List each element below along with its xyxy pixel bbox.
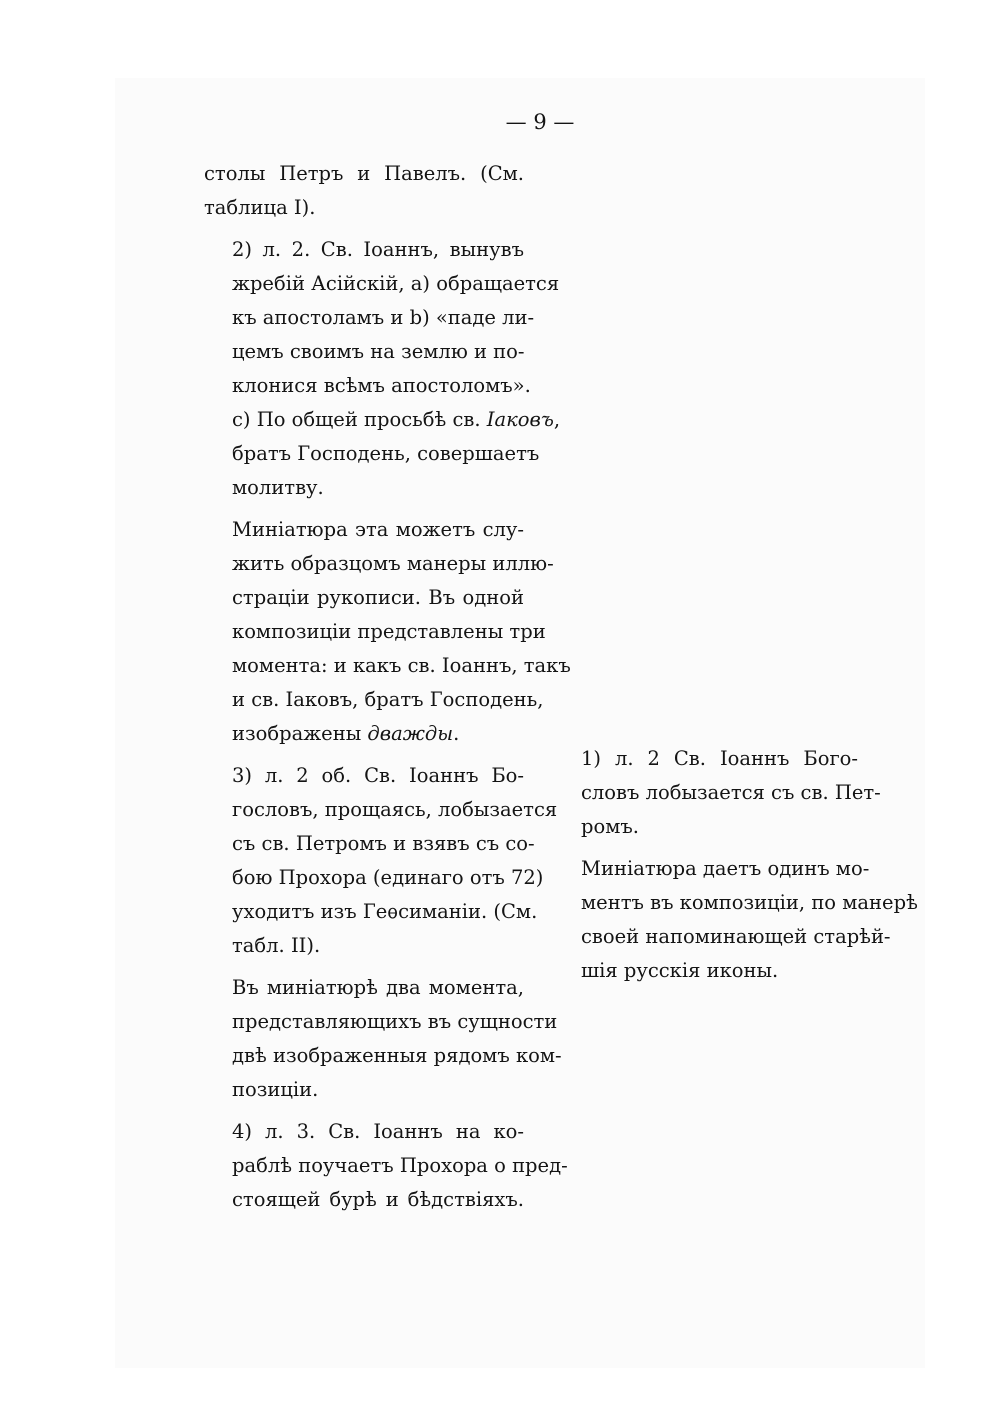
text-line: Въ миніатюрѣ два момента, (232, 976, 524, 999)
text-line: молитву. (232, 476, 324, 499)
text-run: . (453, 722, 460, 745)
text-line: страціи рукописи. Въ одной (232, 586, 524, 609)
text-line: ромъ. (581, 815, 639, 838)
text-line: бою Прохора (единаго отъ 72) (232, 866, 544, 889)
paragraph-commentary-2 (204, 971, 562, 1107)
text-line: представляющихъ въ сущности (232, 1010, 558, 1033)
text-line (204, 717, 524, 751)
text-line: къ апостоламъ и b) «паде ли- (232, 306, 535, 329)
text-line: ментъ въ композиціи, по манерѣ (581, 891, 918, 914)
left-column (204, 157, 571, 1225)
text-line: Миніатюра эта можетъ слу- (232, 518, 524, 541)
text-run: с) По общей просьбѣ св. (232, 408, 487, 431)
text-run: изображены (232, 722, 368, 745)
text-line: 3) л. 2 об. Св. Іоаннъ Бо- (232, 764, 524, 787)
text-line: двѣ изображенныя рядомъ ком- (232, 1044, 562, 1067)
text-line: момента: и какъ св. Іоаннъ, такъ (232, 654, 571, 677)
italic-word: дважды (367, 722, 454, 745)
text-line: раблѣ поучаетъ Прохора о пред- (232, 1154, 568, 1177)
text-line: клонися всѣмъ апостоломъ». (232, 374, 531, 397)
text-line: жить образцомъ манеры иллю- (232, 552, 554, 575)
text-line: и св. Іаковъ, братъ Господень, (232, 688, 544, 711)
paragraph (204, 157, 524, 225)
text-line (204, 403, 561, 437)
text-line: 4) л. 3. Св. Іоаннъ на ко- (232, 1120, 524, 1143)
text-line: шія русскія иконы. (581, 959, 779, 982)
page-number: — 9 — (505, 110, 575, 134)
paragraph-commentary (553, 852, 918, 988)
text-line: Миніатюра даетъ одинъ мо- (581, 857, 870, 880)
text-line: братъ Господень, совершаетъ (232, 442, 540, 465)
paragraph-item-4 (204, 1115, 568, 1217)
text-line: композиціи представлены три (232, 620, 546, 643)
paragraph-item-3 (204, 759, 558, 963)
text-line: уходитъ изъ Геѳсиманіи. (См. (232, 900, 538, 923)
text-line: жребій Асійскій, а) обращается (232, 272, 560, 295)
text-run: , (553, 408, 561, 431)
paragraph-commentary-1 (204, 513, 571, 751)
right-column (553, 742, 918, 996)
text-line: съ св. Петромъ и взявъ съ со- (232, 832, 535, 855)
text-line: таблица I). (204, 196, 316, 219)
text-line: столы Петръ и Павелъ. (См. (204, 162, 524, 185)
text-line: стоящей бурѣ и бѣдствіяхъ. (232, 1188, 524, 1211)
paragraph-item-2 (204, 233, 561, 505)
text-line: позиціи. (232, 1078, 319, 1101)
text-line: табл. II). (232, 934, 321, 957)
text-line: цемъ своимъ на землю и по- (232, 340, 525, 363)
italic-name: Іаковъ (486, 408, 554, 431)
text-line: 2) л. 2. Св. Іоаннъ, вынувъ (232, 238, 524, 261)
text-line: словъ лобызается съ св. Пет- (581, 781, 881, 804)
text-line: гословъ, прощаясь, лобызается (232, 798, 558, 821)
text-line: своей напоминающей старѣй- (581, 925, 891, 948)
paragraph-item-1 (553, 742, 881, 844)
text-line: 1) л. 2 Св. Іоаннъ Бого- (581, 747, 858, 770)
